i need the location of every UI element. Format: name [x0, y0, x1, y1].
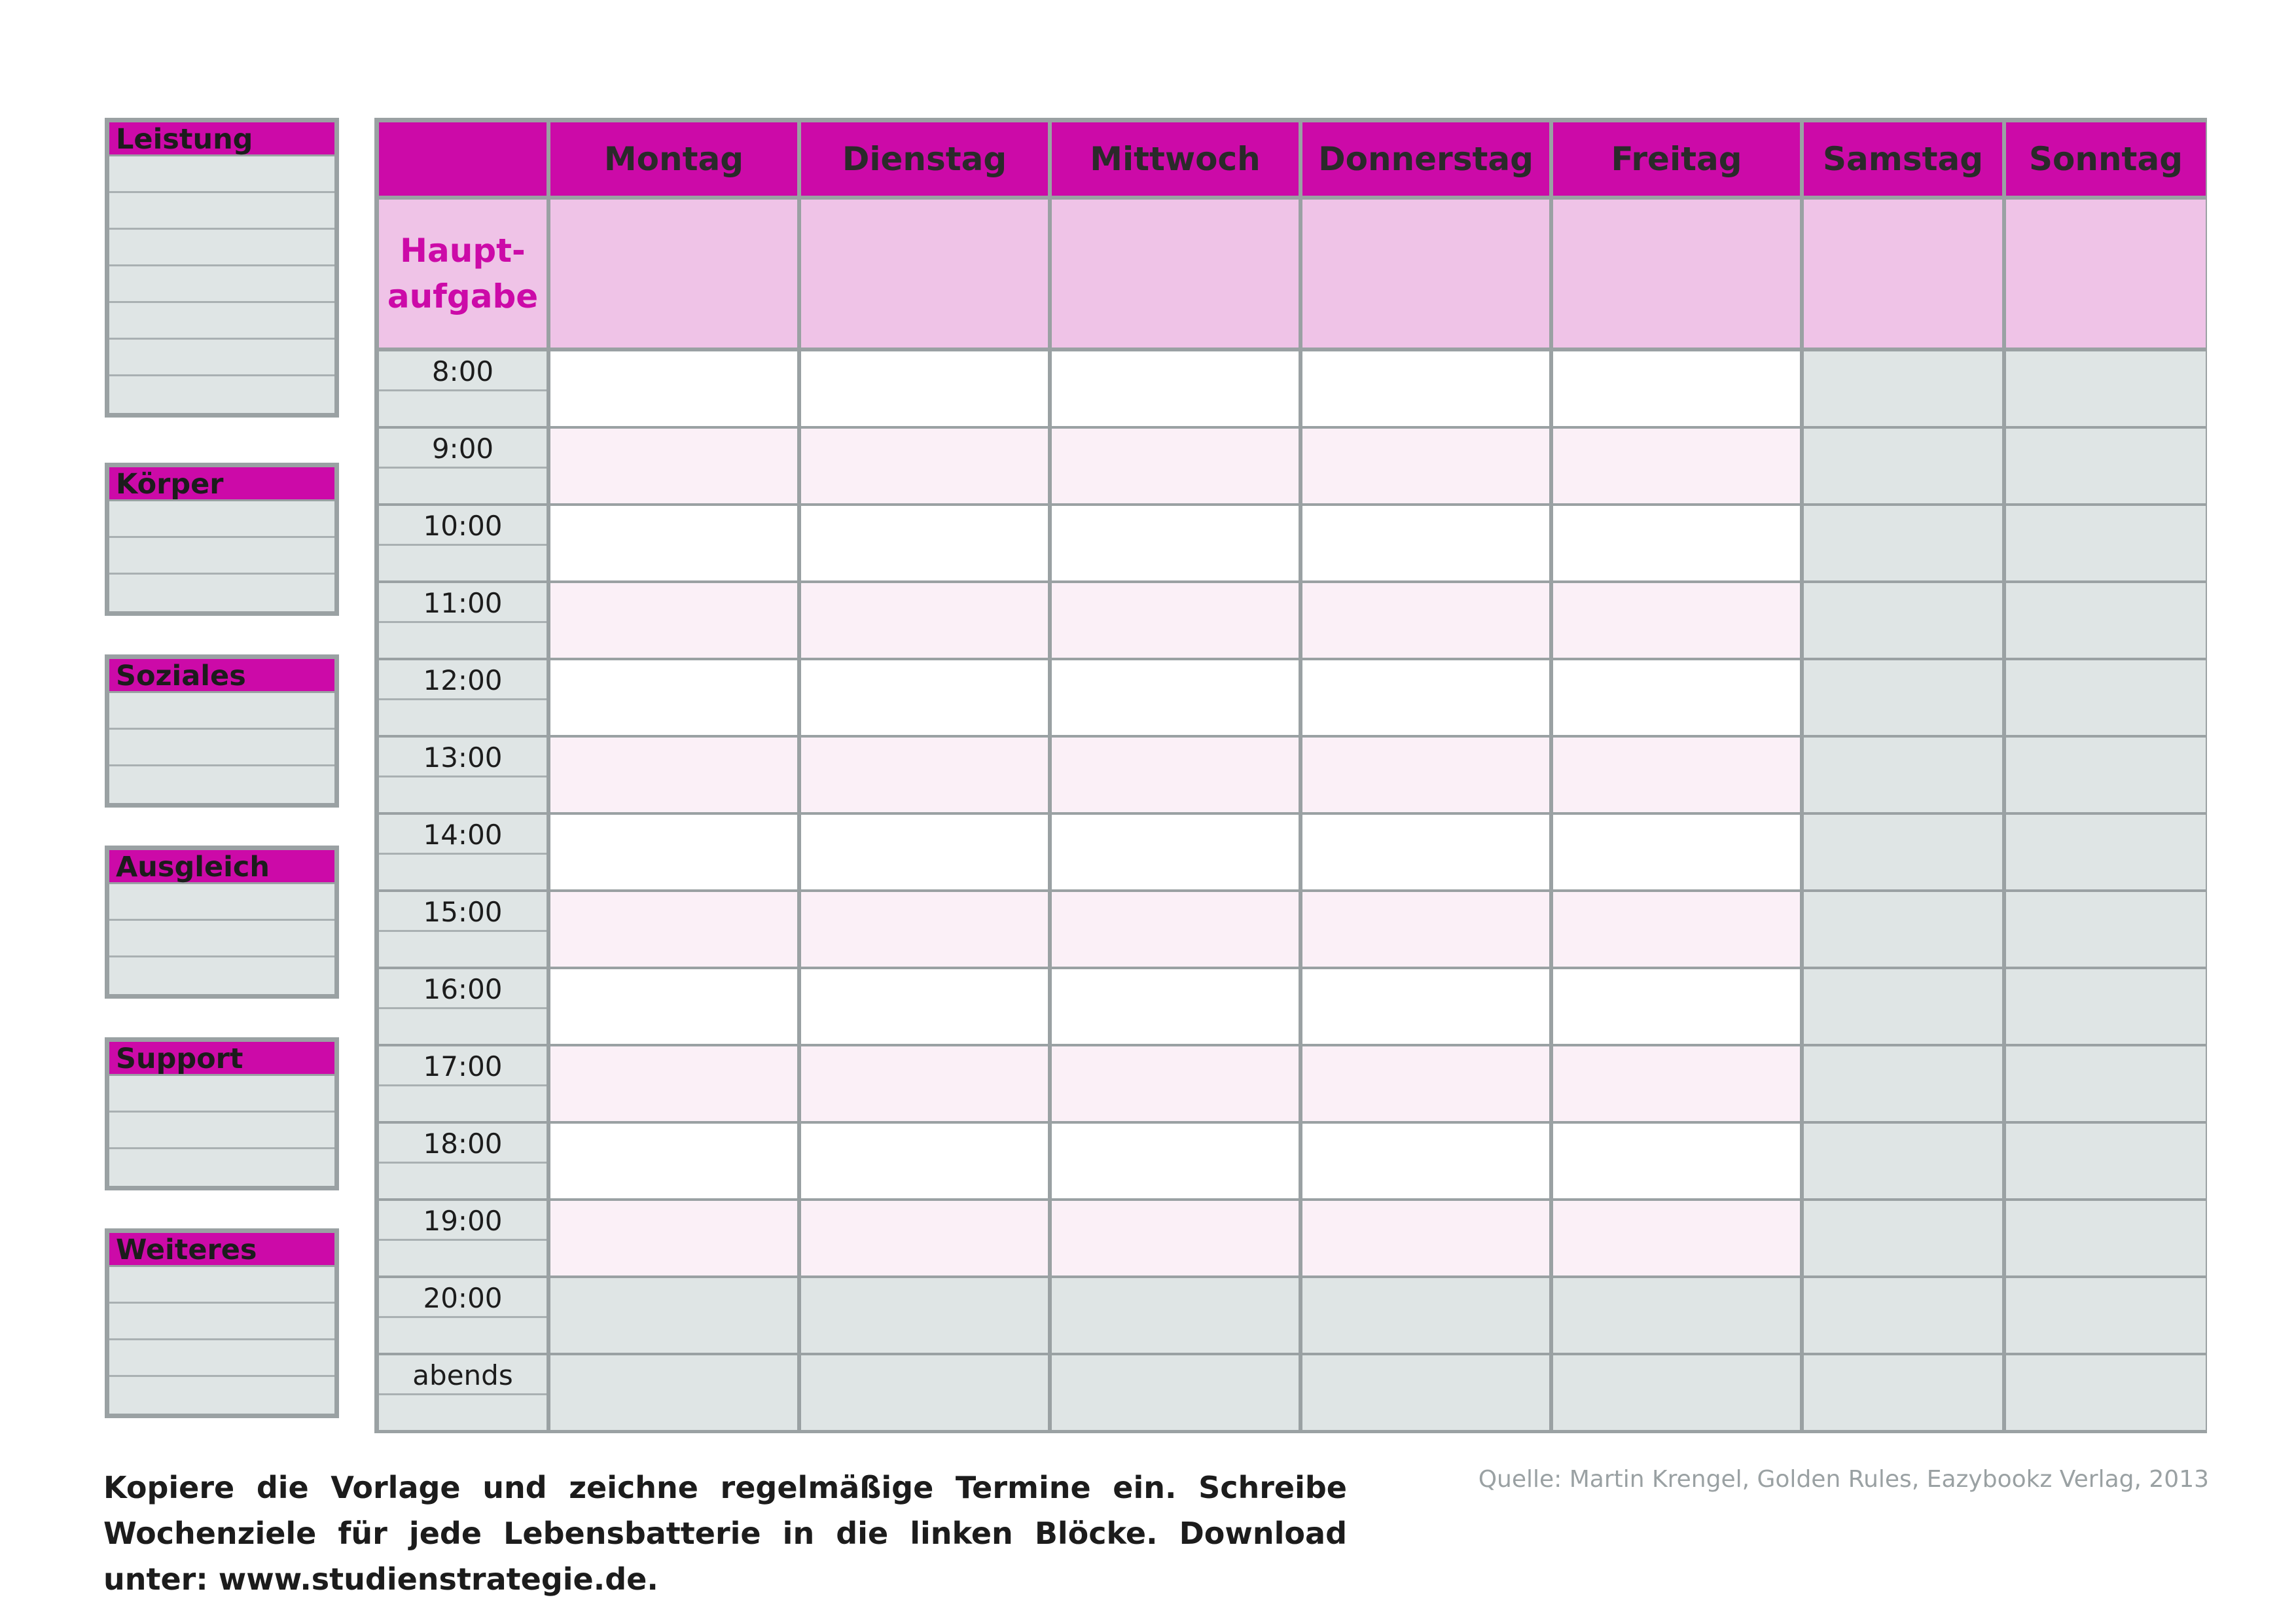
time-slot[interactable]: [2006, 583, 2206, 660]
goal-line[interactable]: [109, 266, 334, 303]
time-slot[interactable]: [1804, 1355, 2006, 1433]
time-slot[interactable]: [2006, 1046, 2206, 1124]
goal-line[interactable]: [109, 303, 334, 340]
time-slot[interactable]: [1302, 429, 1553, 506]
time-slot[interactable]: [1553, 506, 1804, 583]
time-slot[interactable]: [1804, 1124, 2006, 1201]
time-text: 14:00: [423, 819, 503, 851]
time-slot[interactable]: [2006, 1124, 2206, 1201]
time-slot[interactable]: [1804, 506, 2006, 583]
goal-block: [105, 846, 339, 999]
time-slot[interactable]: [1804, 429, 2006, 506]
time-label: [379, 1046, 550, 1124]
main-task-label: Haupt- aufgabe: [379, 200, 550, 351]
goal-line[interactable]: [109, 730, 334, 766]
time-text: 16:00: [423, 973, 503, 1005]
time-label: [379, 429, 550, 506]
time-slot[interactable]: [1052, 1201, 1302, 1278]
time-slot[interactable]: [550, 1201, 801, 1278]
time-text: 8:00: [431, 355, 494, 387]
time-slot[interactable]: [801, 815, 1052, 892]
time-slot[interactable]: [2006, 429, 2206, 506]
time-slot[interactable]: [1052, 583, 1302, 660]
time-slot[interactable]: [1804, 1046, 2006, 1124]
time-slot[interactable]: [1553, 815, 1804, 892]
time-text: abends: [412, 1359, 513, 1391]
time-slot[interactable]: [1302, 660, 1553, 738]
time-slot[interactable]: [1302, 738, 1553, 815]
goal-line[interactable]: [109, 1267, 334, 1304]
time-slot[interactable]: [1553, 429, 1804, 506]
time-slot[interactable]: [1302, 815, 1553, 892]
time-text: 18:00: [423, 1128, 503, 1160]
time-label: [379, 892, 550, 969]
time-slot[interactable]: [801, 506, 1052, 583]
goal-block-title: Ausgleich: [109, 850, 334, 884]
time-slot[interactable]: [1804, 969, 2006, 1046]
time-slot[interactable]: [1804, 351, 2006, 429]
time-slot[interactable]: [1553, 1278, 1804, 1355]
time-slot[interactable]: [1052, 506, 1302, 583]
time-slot[interactable]: [801, 1355, 1052, 1433]
time-slot[interactable]: [1804, 1201, 2006, 1278]
time-slot[interactable]: [1052, 1124, 1302, 1201]
goal-line[interactable]: [109, 884, 334, 921]
goal-line[interactable]: [109, 230, 334, 266]
time-slot[interactable]: [2006, 506, 2206, 583]
time-label: [379, 583, 550, 660]
goal-block-title: Körper: [109, 467, 334, 501]
time-slot[interactable]: [801, 1046, 1052, 1124]
main-task-cell[interactable]: [1052, 200, 1302, 351]
goal-block-title: Soziales: [109, 659, 334, 693]
time-slot[interactable]: [1052, 351, 1302, 429]
time-slot[interactable]: [1302, 1046, 1553, 1124]
time-slot[interactable]: [1553, 351, 1804, 429]
time-slot[interactable]: [801, 1278, 1052, 1355]
main-task-cell[interactable]: [550, 200, 801, 351]
main-task-cell[interactable]: [1553, 200, 1804, 351]
time-slot[interactable]: [801, 583, 1052, 660]
time-slot[interactable]: [1804, 738, 2006, 815]
time-slot[interactable]: [1553, 1355, 1804, 1433]
time-slot[interactable]: [1052, 815, 1302, 892]
time-slot[interactable]: [1553, 738, 1804, 815]
time-slot[interactable]: [801, 1201, 1052, 1278]
weekly-schedule-grid: [374, 118, 2207, 1433]
time-label: [379, 1355, 550, 1433]
time-text: 19:00: [423, 1205, 503, 1237]
time-text: 20:00: [423, 1282, 503, 1314]
time-slot[interactable]: [1804, 660, 2006, 738]
time-slot[interactable]: [1553, 969, 1804, 1046]
time-slot[interactable]: [550, 506, 801, 583]
time-slot[interactable]: [1302, 969, 1553, 1046]
goal-line[interactable]: [109, 1076, 334, 1113]
time-slot[interactable]: [1302, 583, 1553, 660]
time-text: 15:00: [423, 896, 503, 928]
time-slot[interactable]: [1052, 1046, 1302, 1124]
goal-line[interactable]: [109, 1149, 334, 1186]
time-slot[interactable]: [1052, 660, 1302, 738]
time-slot[interactable]: [801, 969, 1052, 1046]
goal-line[interactable]: [109, 957, 334, 994]
goal-line[interactable]: [109, 538, 334, 575]
time-slot[interactable]: [1052, 738, 1302, 815]
time-slot[interactable]: [801, 738, 1052, 815]
time-slot[interactable]: [1553, 892, 1804, 969]
time-slot[interactable]: [550, 738, 801, 815]
time-slot[interactable]: [801, 1124, 1052, 1201]
goal-block-title: Leistung: [109, 122, 334, 156]
time-label: [379, 1278, 550, 1355]
time-label: [379, 815, 550, 892]
day-header: Sonntag: [2006, 122, 2206, 200]
goal-block: [105, 463, 339, 616]
time-slot[interactable]: [550, 892, 801, 969]
goal-line[interactable]: [109, 1377, 334, 1414]
day-header: Samstag: [1804, 122, 2006, 200]
time-text: 10:00: [423, 510, 503, 542]
time-slot[interactable]: [1804, 892, 2006, 969]
main-task-cell[interactable]: [2006, 200, 2206, 351]
time-slot[interactable]: [2006, 969, 2206, 1046]
time-slot[interactable]: [2006, 1355, 2206, 1433]
time-text: 12:00: [423, 664, 503, 696]
time-slot[interactable]: [2006, 815, 2206, 892]
day-header: Dienstag: [801, 122, 1052, 200]
time-text: 13:00: [423, 741, 503, 774]
time-slot[interactable]: [1052, 969, 1302, 1046]
time-slot[interactable]: [1804, 583, 2006, 660]
time-slot[interactable]: [1553, 660, 1804, 738]
time-slot[interactable]: [1804, 1278, 2006, 1355]
time-slot[interactable]: [550, 1278, 801, 1355]
goal-line[interactable]: [109, 766, 334, 803]
time-slot[interactable]: [1804, 815, 2006, 892]
time-slot[interactable]: [801, 429, 1052, 506]
time-slot[interactable]: [550, 429, 801, 506]
goal-line[interactable]: [109, 693, 334, 730]
source-credit: Quelle: Martin Krengel, Golden Rules, Eazybookz Verlag, 2013: [1478, 1466, 2209, 1493]
time-slot[interactable]: [1553, 583, 1804, 660]
time-slot[interactable]: [1302, 1278, 1553, 1355]
goal-line[interactable]: [109, 1340, 334, 1377]
time-text: 17:00: [423, 1050, 503, 1082]
time-slot[interactable]: [1052, 892, 1302, 969]
time-text: 9:00: [431, 433, 494, 465]
goal-line[interactable]: [109, 921, 334, 957]
time-slot[interactable]: [1052, 1355, 1302, 1433]
time-slot[interactable]: [2006, 351, 2206, 429]
time-label: [379, 351, 550, 429]
goal-block: [105, 1228, 339, 1418]
time-slot[interactable]: [2006, 1278, 2206, 1355]
header-corner: [379, 122, 550, 200]
time-slot[interactable]: [1302, 506, 1553, 583]
goal-block: [105, 1037, 339, 1190]
time-slot[interactable]: [550, 1124, 801, 1201]
time-slot[interactable]: [1553, 1201, 1804, 1278]
time-slot[interactable]: [550, 1046, 801, 1124]
main-task-cell[interactable]: [1804, 200, 2006, 351]
time-slot[interactable]: [1052, 1278, 1302, 1355]
time-label: [379, 738, 550, 815]
goal-block-title: Weiteres: [109, 1233, 334, 1267]
goal-block-title: Support: [109, 1042, 334, 1076]
time-slot[interactable]: [1302, 351, 1553, 429]
time-label: [379, 1201, 550, 1278]
main-task-cell[interactable]: [1302, 200, 1553, 351]
time-slot[interactable]: [801, 892, 1052, 969]
time-text: 11:00: [423, 587, 503, 619]
day-header: Donnerstag: [1302, 122, 1553, 200]
time-slot[interactable]: [1052, 429, 1302, 506]
time-slot[interactable]: [1553, 1046, 1804, 1124]
goal-line[interactable]: [109, 1113, 334, 1149]
time-slot[interactable]: [550, 583, 801, 660]
time-label: [379, 660, 550, 738]
main-task-cell[interactable]: [801, 200, 1052, 351]
time-label: [379, 1124, 550, 1201]
time-slot[interactable]: [1553, 1124, 1804, 1201]
day-header: Mittwoch: [1052, 122, 1302, 200]
time-slot[interactable]: [550, 969, 801, 1046]
time-slot[interactable]: [550, 1355, 801, 1433]
time-slot[interactable]: [1302, 1355, 1553, 1433]
time-slot[interactable]: [550, 660, 801, 738]
goal-line[interactable]: [109, 501, 334, 538]
goal-line[interactable]: [109, 376, 334, 413]
time-slot[interactable]: [801, 660, 1052, 738]
time-slot[interactable]: [1302, 1124, 1553, 1201]
day-header: Freitag: [1553, 122, 1804, 200]
instructions-text: Kopiere die Vorlage und zeichne regelmäßige Termine ein. Schreibe Wochenziele für jede Lebensbatterie in die linken Blöcke. Download unter: www.studienstrategie.de.: [103, 1470, 1347, 1597]
goal-line[interactable]: [109, 340, 334, 376]
time-slot[interactable]: [2006, 1201, 2206, 1278]
goal-line[interactable]: [109, 156, 334, 193]
goal-block: [105, 118, 339, 418]
time-label: [379, 969, 550, 1046]
time-slot[interactable]: [2006, 892, 2206, 969]
time-slot[interactable]: [550, 351, 801, 429]
goal-block: [105, 654, 339, 808]
goal-line[interactable]: [109, 575, 334, 611]
goal-line[interactable]: [109, 193, 334, 230]
time-label: [379, 506, 550, 583]
time-slot[interactable]: [2006, 738, 2206, 815]
time-slot[interactable]: [2006, 660, 2206, 738]
day-header: Montag: [550, 122, 801, 200]
time-slot[interactable]: [1302, 1201, 1553, 1278]
time-slot[interactable]: [550, 815, 801, 892]
goal-line[interactable]: [109, 1304, 334, 1340]
time-slot[interactable]: [801, 351, 1052, 429]
time-slot[interactable]: [1302, 892, 1553, 969]
